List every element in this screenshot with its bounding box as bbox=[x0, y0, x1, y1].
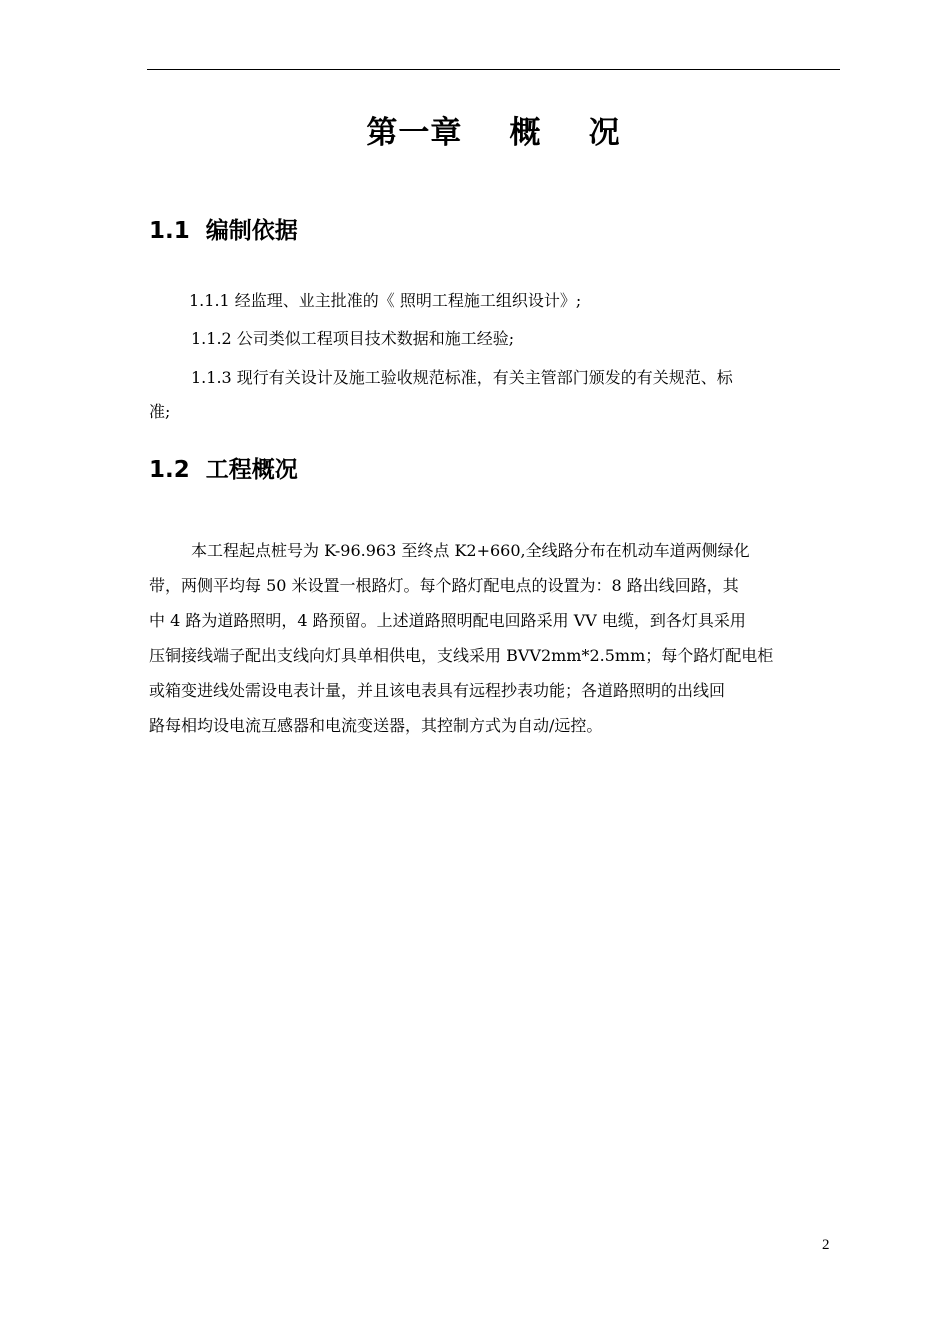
section-heading-1-1: 1.1 编制依据 bbox=[149, 218, 298, 244]
overview-line-4: 压铜接线端子配出支线向灯具单相供电，支线采用 BVV2mm*2.5mm；每个路灯配电柜 bbox=[149, 646, 774, 665]
section-heading-1-2: 1.2 工程概况 bbox=[149, 457, 298, 483]
overview-line-1: 本工程起点桩号为 K-96.963 至终点 K2+660,全线路分布在机动车道两侧绿化 bbox=[191, 541, 750, 560]
basis-item-1: 1.1.1 经监理、业主批准的《 照明工程施工组织设计》; bbox=[189, 291, 582, 310]
basis-item-3-continuation: 准; bbox=[149, 402, 171, 421]
overview-line-5: 或箱变进线处需设电表计量，并且该电表具有远程抄表功能；各道路照明的出线回 bbox=[149, 681, 726, 700]
page-number: 2 bbox=[822, 1237, 830, 1253]
basis-item-3: 1.1.3 现行有关设计及施工验收规范标准，有关主管部门颁发的有关规范、标 bbox=[191, 368, 733, 387]
header-rule bbox=[147, 69, 840, 70]
overview-line-6: 路每相均设电流互感器和电流变送器，其控制方式为自动/远控。 bbox=[149, 716, 603, 735]
overview-line-3: 中 4 路为道路照明，4 路预留。上述道路照明配电回路采用 VV 电缆，到各灯具采用 bbox=[149, 611, 746, 630]
chapter-title: 第一章 概 况 bbox=[366, 115, 621, 151]
overview-line-2: 带，两侧平均每 50 米设置一根路灯。每个路灯配电点的设置为：8 路出线回路，其 bbox=[149, 576, 739, 595]
basis-item-2: 1.1.2 公司类似工程项目技术数据和施工经验; bbox=[191, 329, 515, 348]
